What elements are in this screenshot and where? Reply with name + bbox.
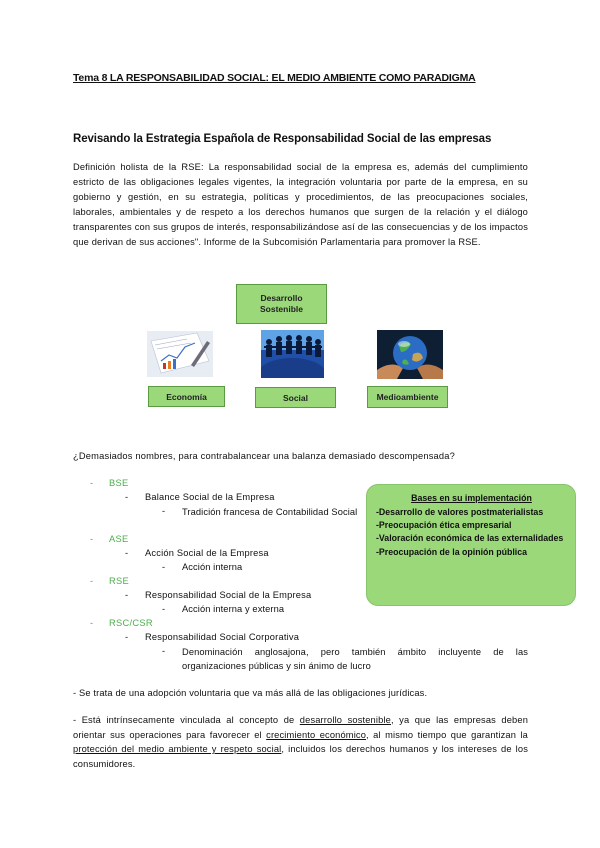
implementation-base-item: -Desarrollo de valores postmaterialistas: [376, 507, 544, 517]
implementation-bases-box: [366, 484, 576, 606]
list-label-ase: ASE: [109, 534, 129, 544]
list-sub-label-ase: Acción Social de la Empresa: [145, 548, 269, 558]
list-label-bse: BSE: [109, 478, 129, 488]
para-text: , ya que las empresas deben orientar sus operaciones para favorecer el: [73, 715, 529, 740]
chart-document-image: [147, 331, 213, 377]
bullet-dash: -: [90, 478, 94, 488]
bullet-dash: -: [125, 590, 129, 600]
bullet-dash: -: [162, 646, 166, 656]
bullet-dash: -: [162, 506, 166, 516]
diagram-social-label: Social: [282, 392, 309, 403]
question-text: ¿Demasiados nombres, para contrabalancear una balanza demasiado descompensada?: [73, 451, 456, 461]
list-sub-rse: [125, 590, 312, 600]
diagram-medioambiente-box: [367, 386, 448, 408]
bullet-dash: -: [90, 618, 94, 628]
list-item-rse: [90, 576, 130, 586]
list-sub-bse: [125, 492, 275, 502]
list-detail-rse: [162, 604, 285, 614]
environment-protection-term: protección del medio ambiente y respeto social: [73, 744, 282, 755]
list-sub-rsc: [125, 632, 300, 642]
diagram-top-label: Desarrollo Sostenible: [260, 293, 303, 314]
sustainable-development-paragraph: [73, 713, 528, 771]
section-subtitle: Revisando la Estrategia Española de Responsabilidad Social de las empresas: [73, 133, 492, 145]
bullet-dash: -: [125, 632, 129, 642]
list-sub-label-rse: Responsabilidad Social de la Empresa: [145, 590, 312, 600]
implementation-bases-heading: Bases en su implementación: [411, 493, 532, 503]
para-text: , al mismo tiempo que garantizan la: [366, 729, 528, 740]
list-sub-label-rsc: Responsabilidad Social Corporativa: [145, 632, 300, 642]
sustainable-development-term: desarrollo sostenible: [299, 715, 391, 725]
list-detail-label-bse: Tradición francesa de Contabilidad Social: [182, 507, 358, 517]
diagram-economia-box: [148, 386, 225, 407]
economic-growth-term: crecimiento económico: [266, 729, 367, 740]
list-label-rse: RSE: [109, 576, 130, 586]
list-detail-label-rse: Acción interna y externa: [182, 604, 285, 614]
list-sub-label-bse: Balance Social de la Empresa: [145, 492, 275, 502]
diagram-social-box: [255, 387, 336, 408]
implementation-base-item: -Preocupación ética empresarial: [376, 520, 512, 531]
list-detail-ase: [162, 562, 243, 572]
earth-hands-image: [377, 330, 443, 379]
bullet-dash: -: [90, 576, 94, 586]
bullet-dash: -: [90, 534, 94, 544]
definition-paragraph: Definición holista de la RSE: La responsabilidad social de la empresa es, además del cumplimiento estricto de las obligaciones legales vigentes, la integración voluntaria por parte de la empresa, en su gobierno y gestión, en su estrategia, políticas y procedimientos, de las preocupaciones sociales, laborales, ambientales y de respeto a los derechos humanos que surgen de la relación y el diálogo transparentes con sus grupos de interés, responsabilizándose así de las consecuencias y de los impactos que derivan de sus acciones". Informe de la Subcomisión Parlamentaria para promover la RSE.: [73, 162, 528, 247]
diagram-top-box: [236, 284, 327, 324]
bullet-dash: -: [125, 548, 129, 558]
list-item-ase: [90, 534, 129, 544]
page-title: Tema 8 LA RESPONSABILIDAD SOCIAL: EL MEDIO AMBIENTE COMO PARADIGMA: [73, 72, 476, 84]
para-text: - Está intrínsecamente vinculada al concepto de: [73, 715, 300, 725]
list-sub-ase: [125, 548, 269, 558]
diagram-medioambiente-label: Medioambiente: [376, 392, 439, 402]
list-label-rsc: RSC/CSR: [109, 618, 153, 628]
list-item-rsc: [90, 618, 153, 628]
para-text: , incluidos los derechos humanos y los intereses de los consumidores.: [73, 744, 528, 769]
list-item-bse: [90, 478, 129, 488]
diagram-economia-label: Economía: [166, 391, 207, 402]
list-detail-bse: [162, 506, 358, 517]
voluntary-paragraph: - Se trata de una adopción voluntaria que va más allá de las obligaciones jurídicas.: [73, 688, 428, 698]
implementation-base-item: -Valoración económica de las externalidades: [376, 533, 564, 544]
list-detail-label-ase: Acción interna: [182, 562, 243, 572]
list-detail-rsc: [162, 646, 528, 671]
bullet-dash: -: [125, 492, 129, 502]
list-detail-label-rsc: Denominación anglosajona, pero también ámbito incluyente de las organizaciones públicas y sin ánimo de lucro: [182, 647, 528, 671]
bullet-dash: -: [162, 604, 166, 614]
people-globe-image: [261, 330, 324, 378]
implementation-base-item: -Preocupación de la opinión pública: [376, 546, 528, 557]
bullet-dash: -: [162, 562, 166, 572]
